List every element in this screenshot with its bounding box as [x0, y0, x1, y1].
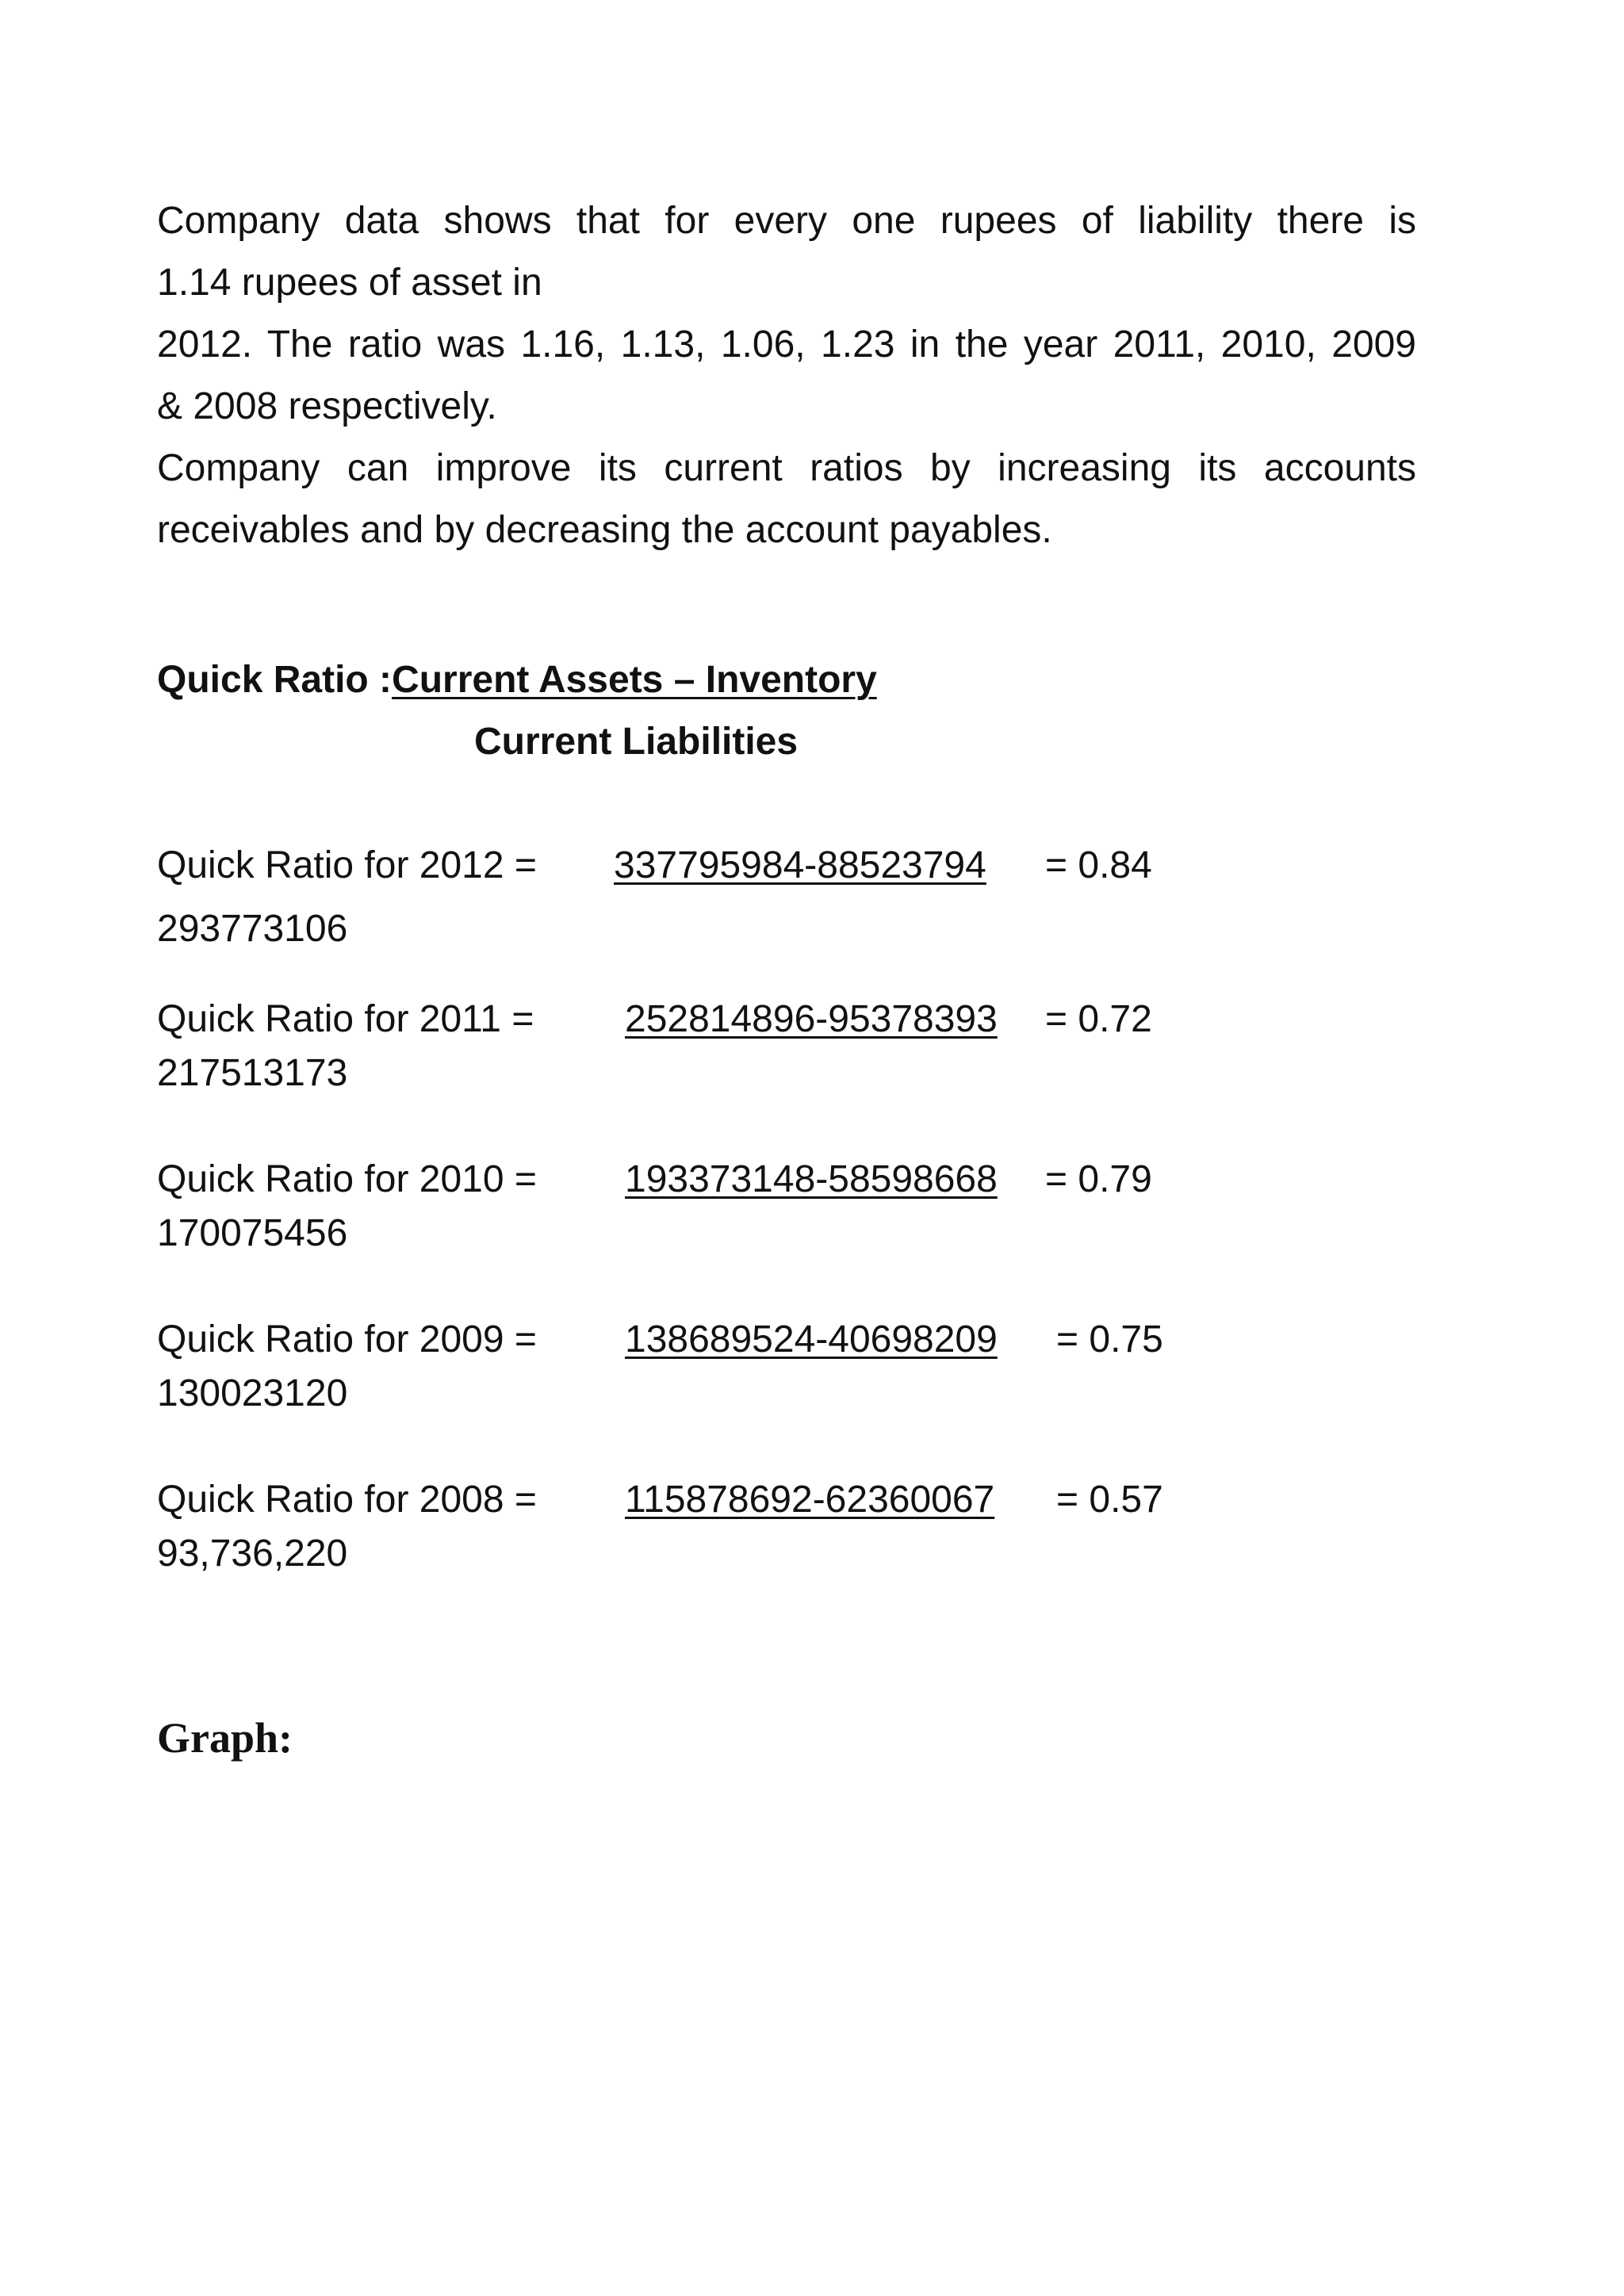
formula-denominator: Current Liabilities [474, 721, 799, 763]
calc-label: Quick Ratio for 2012 = [157, 844, 537, 886]
calc-denominator: 93,736,220 [157, 1533, 348, 1575]
paragraph-line-6: receivables and by decreasing the account payables. [157, 509, 1052, 551]
calc-numerator: 138689524-40698209 [625, 1318, 998, 1360]
calc-label: Quick Ratio for 2009 = [157, 1318, 537, 1360]
calc-result: = 0.57 [1056, 1479, 1163, 1521]
formula-line [157, 656, 877, 704]
calc-denominator: 170075456 [157, 1212, 348, 1254]
paragraph-line-2: 1.14 rupees of asset in [157, 262, 542, 304]
calc-numerator: 193373148-58598668 [625, 1158, 998, 1200]
calc-denominator: 217513173 [157, 1052, 348, 1094]
calc-denominator: 130023120 [157, 1372, 348, 1414]
paragraph-line-4: & 2008 respectively. [157, 385, 497, 427]
graph-heading: Graph: [157, 1714, 293, 1762]
paragraph-line-5: Company can improve its current ratios by increasing its accounts [157, 447, 1416, 489]
calc-result: = 0.79 [1045, 1158, 1152, 1200]
calc-numerator: 337795984-88523794 [614, 844, 986, 886]
calc-denominator: 293773106 [157, 908, 348, 950]
paragraph-line-1: Company data shows that for every one rupees of liability there is [157, 200, 1416, 242]
calc-result: = 0.84 [1045, 844, 1152, 886]
calc-numerator: 252814896-95378393 [625, 998, 998, 1040]
calc-result: = 0.72 [1045, 998, 1152, 1040]
formula-label: Quick Ratio : [157, 659, 393, 701]
calc-label: Quick Ratio for 2010 = [157, 1158, 537, 1200]
formula-numerator: Current Assets – Inventory [392, 659, 877, 701]
calc-result: = 0.75 [1056, 1318, 1163, 1360]
paragraph-line-3: 2012. The ratio was 1.16, 1.13, 1.06, 1.23 in the year 2011, 2010, 2009 [157, 323, 1416, 365]
calc-numerator: 115878692-62360067 [625, 1479, 995, 1521]
calc-label: Quick Ratio for 2011 = [157, 998, 534, 1040]
calc-label: Quick Ratio for 2008 = [157, 1479, 537, 1521]
